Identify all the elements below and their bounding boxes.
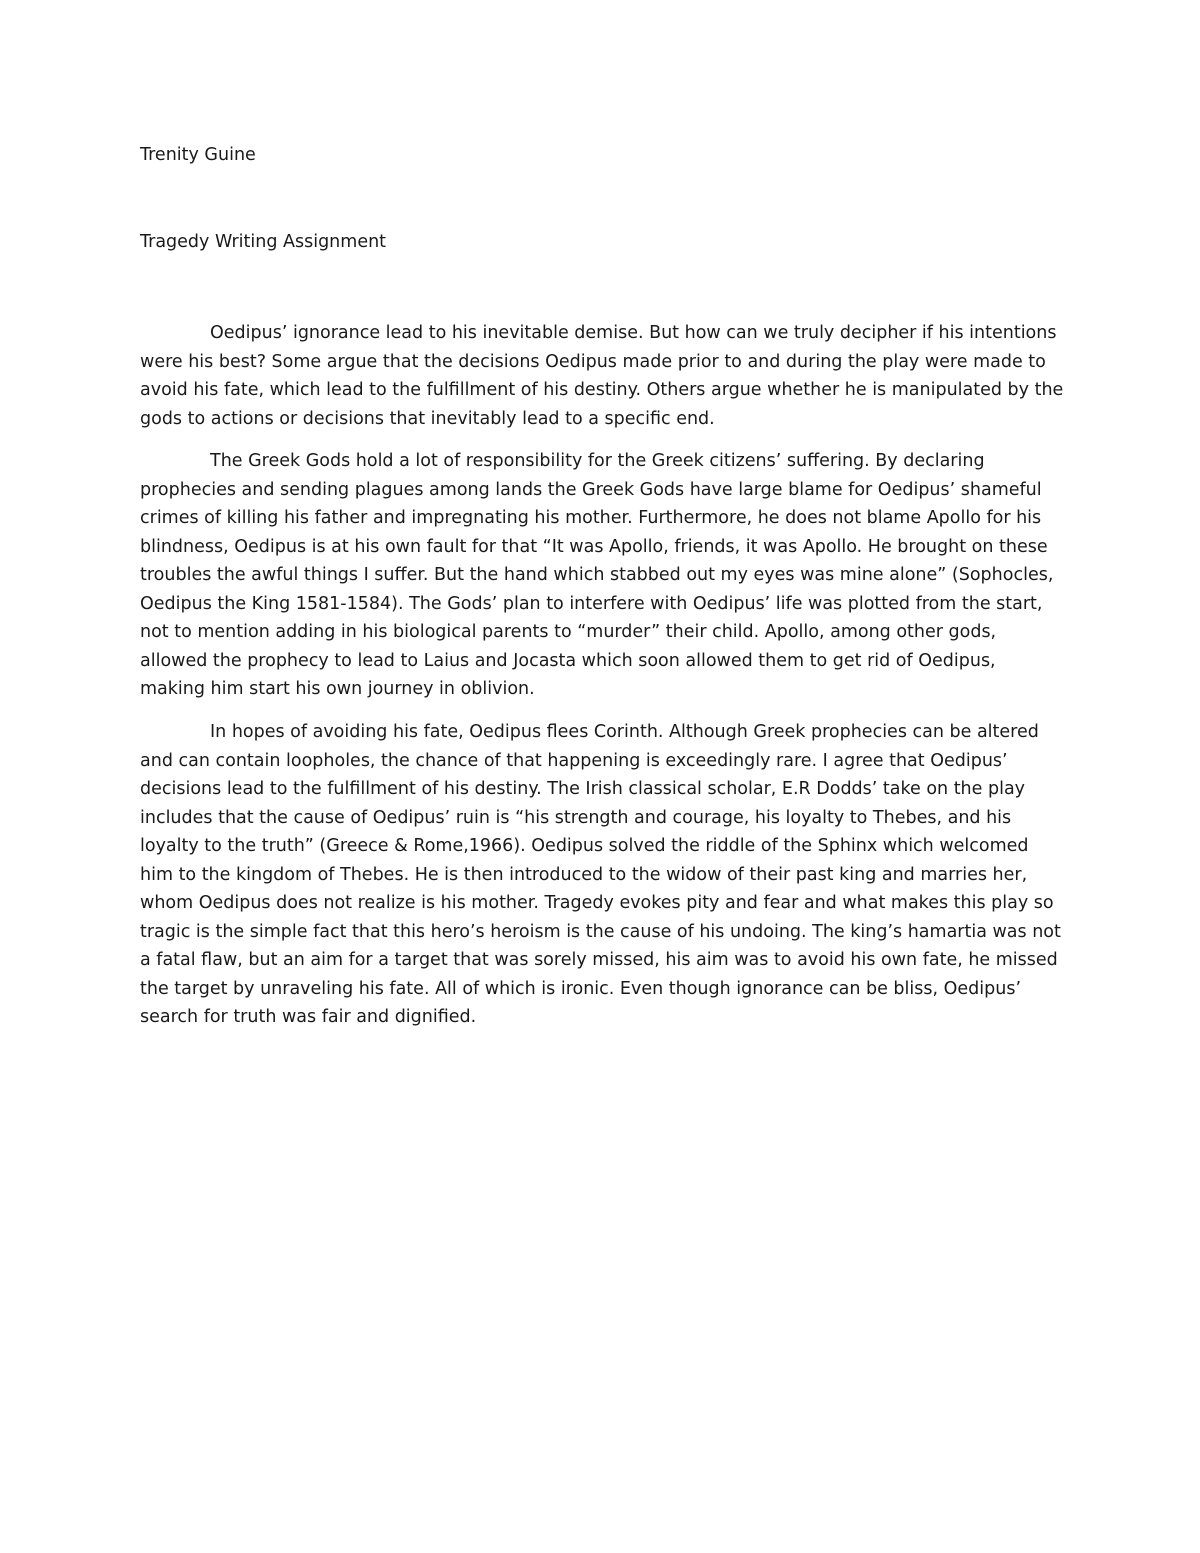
paragraph-line: Oedipus’ ignorance lead to his inevitable demise. But how can we truly decipher if his intentions (210, 323, 1057, 343)
paragraph-line: allowed the prophecy to lead to Laius and Jocasta which soon allowed them to get rid of Oedipus, (140, 650, 996, 671)
essay-paragraph (140, 447, 1053, 704)
paragraph-line: tragic is the simple fact that this hero’s heroism is the cause of his undoing. The king’s hamartia was not (140, 921, 1061, 942)
paragraph-line: search for truth was fair and dignified. (140, 1007, 477, 1027)
paragraph-line: loyalty to the truth” (Greece & Rome,1966). Oedipus solved the riddle of the Sphinx which welcomed (140, 836, 1029, 856)
paragraph-line: blindness, Oedipus is at his own fault for that “It was Apollo, friends, it was Apollo. He brought on these (140, 536, 1048, 557)
paragraph-line: the target by unraveling his fate. All of which is ironic. Even though ignorance can be bliss, Oedipus’ (140, 978, 1022, 999)
paragraph-line: decisions lead to the fulfillment of his destiny. The Irish classical scholar, E.R Dodds’ take on the play (140, 779, 1026, 799)
paragraph-line: whom Oedipus does not realize is his mother. Tragedy evokes pity and fear and what makes this play so (140, 893, 1054, 913)
paragraph-line: gods to actions or decisions that inevitably lead to a specific end. (140, 408, 715, 429)
paragraph-line: In hopes of avoiding his fate, Oedipus flees Corinth. Although Greek prophecies can be altered (210, 722, 1039, 742)
paragraph-line: not to mention adding in his biological parents to “murder” their child. Apollo, among other gods, (140, 622, 997, 642)
paragraph-line: were his best? Some argue that the decisions Oedipus made prior to and during the play were made to (140, 351, 1046, 372)
paragraph-line: avoid his fate, which lead to the fulfillment of his destiny. Others argue whether he is manipulated by the (140, 380, 1064, 400)
paragraph-line: Oedipus the King 1581-1584). The Gods’ plan to interfere with Oedipus’ life was plotted from the start, (140, 593, 1043, 614)
paragraph-line: making him start his own journey in oblivion. (140, 679, 535, 699)
paragraph-line: him to the kingdom of Thebes. He is then introduced to the widow of their past king and marries her, (140, 864, 1028, 885)
essay-paragraph (140, 718, 1061, 1032)
paragraph-line: includes that the cause of Oedipus’ ruin is “his strength and courage, his loyalty to Thebes, and his (140, 807, 1012, 828)
paragraph-line: crimes of killing his father and impregnating his mother. Furthermore, he does not blame Apollo for his (140, 508, 1042, 528)
paragraph-line: prophecies and sending plagues among lands the Greek Gods have large blame for Oedipus’ shameful (140, 479, 1042, 500)
document-title: Tragedy Writing Assignment (140, 232, 387, 252)
author-name: Trenity Guine (140, 145, 256, 165)
paragraph-line: troubles the awful things I suffer. But the hand which stabbed out my eyes was mine alone” (Sophocles, (140, 565, 1054, 585)
paragraph-line: a fatal flaw, but an aim for a target that was sorely missed, his aim was to avoid his own fate, he missed (140, 950, 1058, 970)
paragraph-line: The Greek Gods hold a lot of responsibility for the Greek citizens’ suffering. By declaring (210, 451, 985, 471)
paragraph-line: and can contain loopholes, the chance of that happening is exceedingly rare. I agree that Oedipus’ (140, 750, 1008, 771)
essay-paragraph (140, 319, 1063, 433)
